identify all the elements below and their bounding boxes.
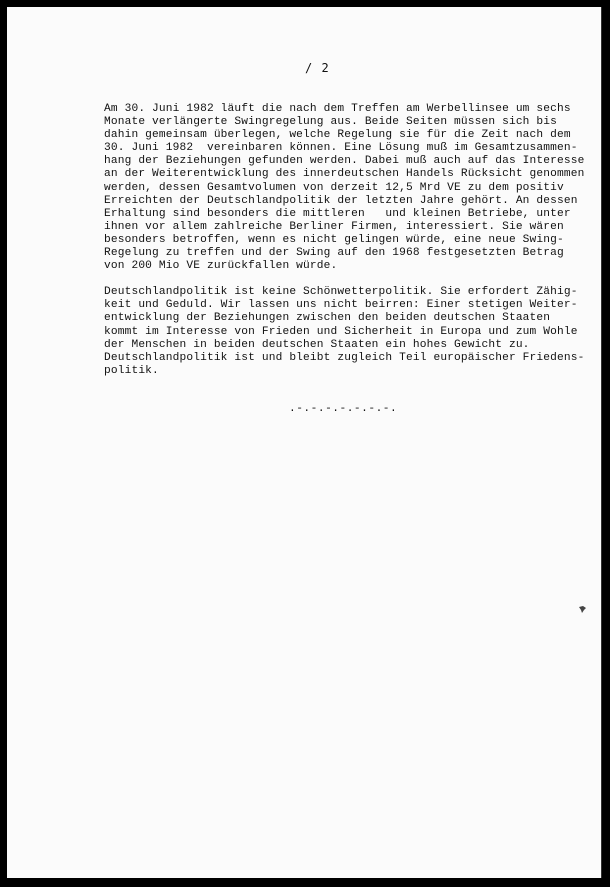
paragraph-gap <box>104 273 604 286</box>
end-of-text-mark: .-.-.-.-.-.-.-. <box>289 403 398 415</box>
paragraph-swing-regulation <box>104 103 604 273</box>
text-line: Monate verlängerte Swingregelung aus. Beide Seiten müssen sich bis <box>104 116 557 129</box>
text-line: der Menschen in beiden deutschen Staaten ein hohes Gewicht zu. <box>104 338 530 351</box>
text-line: Erhaltung sind besonders die mittleren und kleinen Betriebe, unter <box>104 207 571 220</box>
page-number: / 2 <box>305 61 330 75</box>
text-line: Deutschlandpolitik ist und bleibt zugleich Teil europäischer Friedens- <box>104 351 585 364</box>
text-line: Deutschlandpolitik ist keine Schönwetterpolitik. Sie erfordert Zähig- <box>104 286 578 299</box>
text-line: besonders betroffen, wenn es nicht gelingen würde, eine neue Swing- <box>104 233 564 246</box>
text-line: entwicklung der Beziehungen zwischen den beiden deutschen Staaten <box>104 312 551 325</box>
document-page <box>7 7 602 878</box>
text-line: keit und Geduld. Wir lassen uns nicht beirren: Einer stetigen Weiter- <box>104 299 578 312</box>
text-line: ihnen vor allem zahlreiche Berliner Firmen, interessiert. Sie wären <box>104 220 564 233</box>
text-line: dahin gemeinsam überlegen, welche Regelung sie für die Zeit nach dem <box>104 129 571 142</box>
text-line: Am 30. Juni 1982 läuft die nach dem Treffen am Werbellinsee um sechs <box>104 103 571 115</box>
text-line: Regelung zu treffen und der Swing auf den 1968 festgesetzten Betrag <box>104 247 564 260</box>
text-line: an der Weiterentwicklung des innerdeutschen Handels Rücksicht genommen <box>104 168 585 181</box>
text-line: politik. <box>104 364 159 377</box>
text-line: kommt im Interesse von Frieden und Sicherheit in Europa und zum Wohle <box>104 325 578 338</box>
paragraph-deutschlandpolitik <box>104 286 604 378</box>
document-body <box>104 103 604 378</box>
text-line: 30. Juni 1982 vereinbaren können. Eine Lösung muß im Gesamtzusammen- <box>104 142 578 155</box>
text-line: von 200 Mio VE zurückfallen würde. <box>104 260 338 273</box>
text-line: werden, dessen Gesamtvolumen von derzeit 12,5 Mrd VE zu dem positiv <box>104 181 564 194</box>
scan-artifact-mark <box>578 604 588 614</box>
text-line: hang der Beziehungen gefunden werden. Dabei muß auch auf das Interesse <box>104 155 585 168</box>
text-line: Erreichten der Deutschlandpolitik der letzten Jahre gehört. An dessen <box>104 194 578 207</box>
